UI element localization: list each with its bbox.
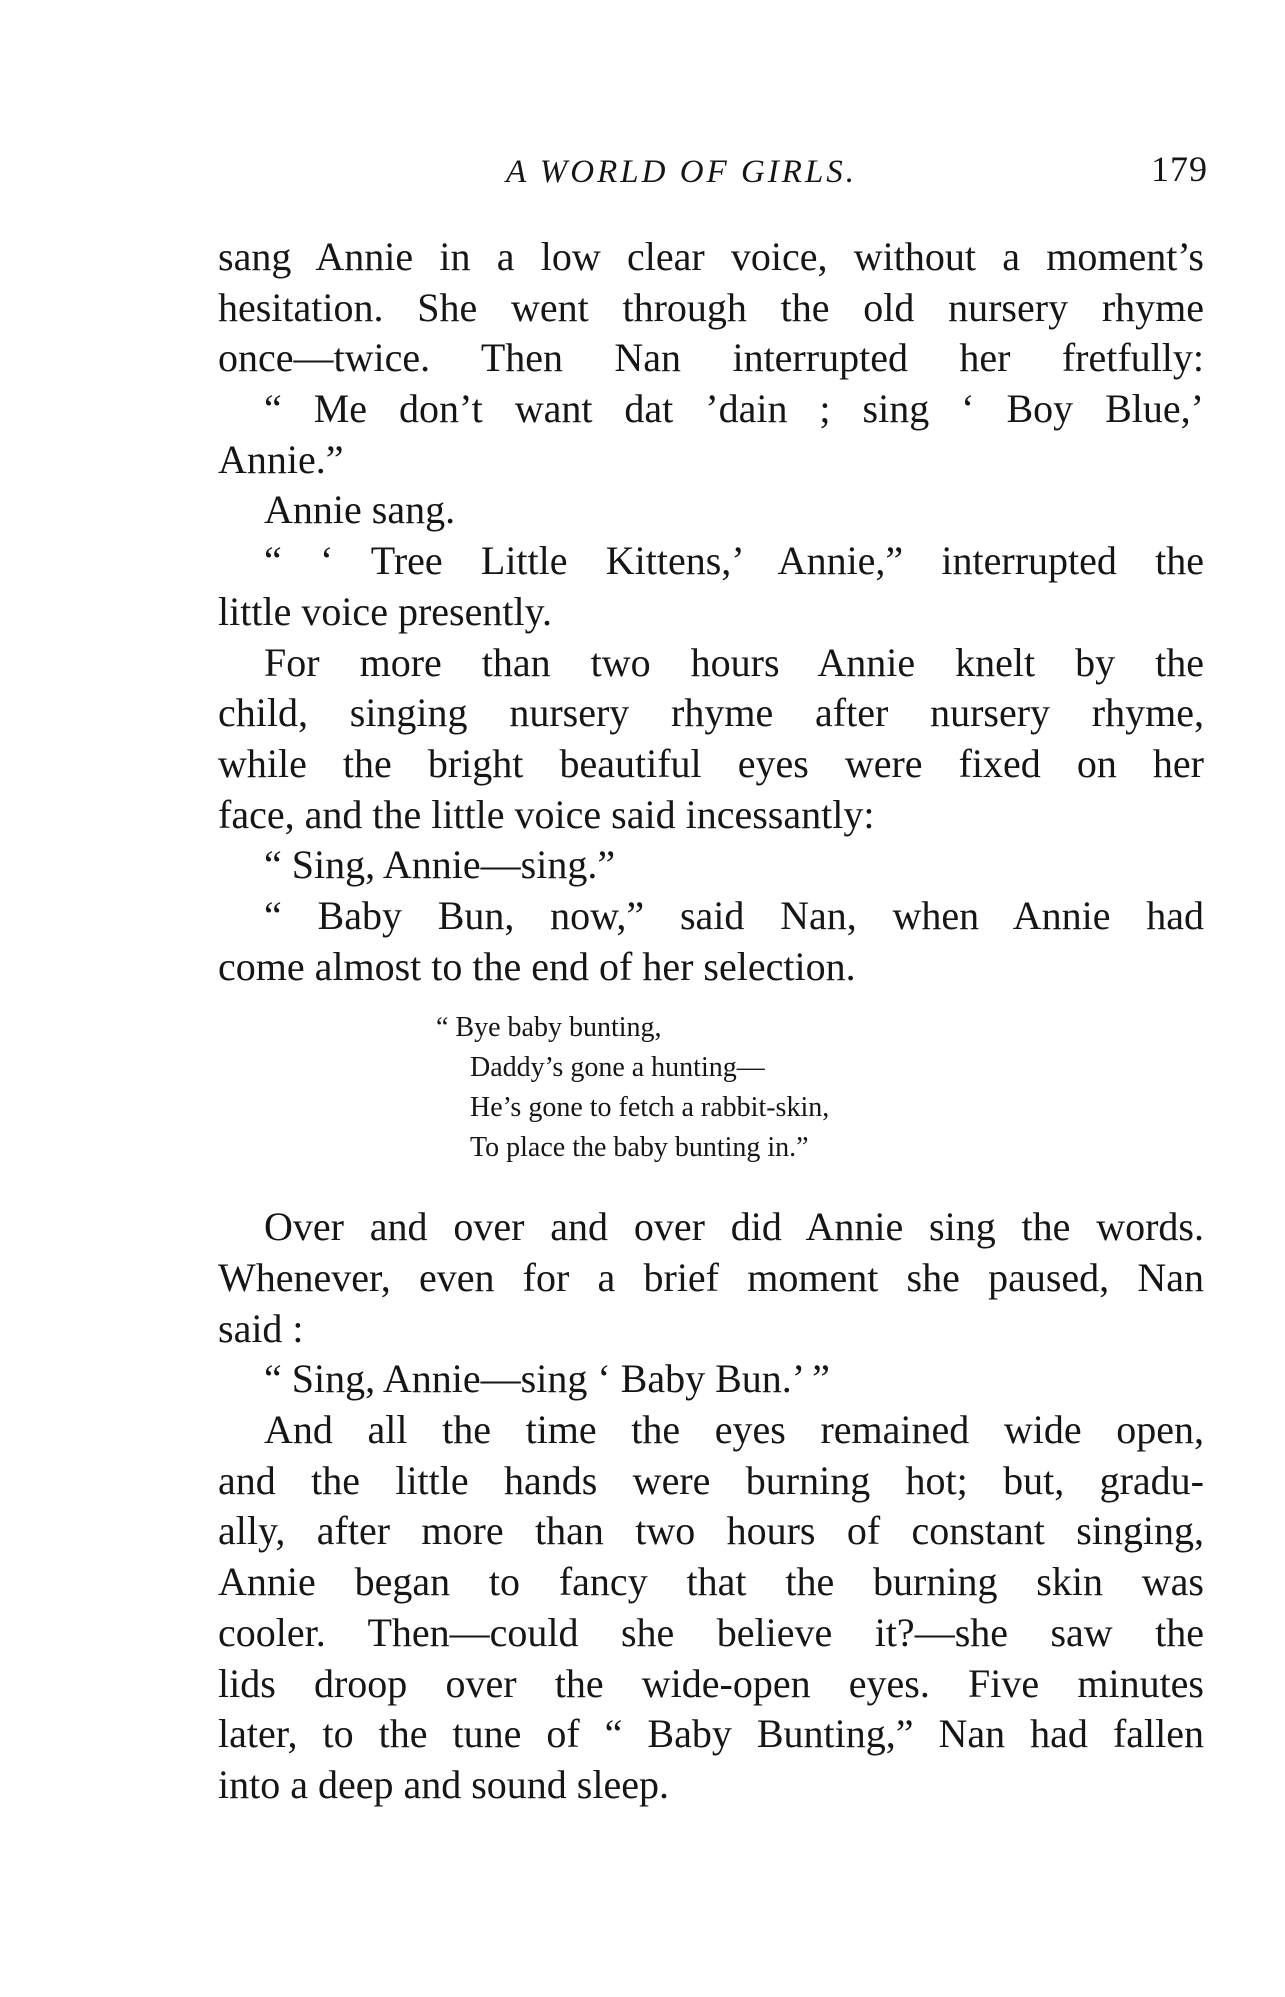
- verse-block: [218, 1008, 1204, 1168]
- text-line: into a deep and sound sleep.: [218, 1761, 669, 1807]
- body-text: [218, 232, 1204, 1811]
- text-line: For more than two hours Annie knelt by the: [264, 639, 1204, 685]
- text-line: Annie sang.: [264, 487, 456, 533]
- page-number: 179: [1151, 149, 1208, 189]
- running-title: A WORLD OF GIRLS.: [506, 154, 858, 190]
- text-line: “ Sing, Annie—sing ‘ Baby Bun.’ ”: [264, 1356, 830, 1402]
- text-line: little voice presently.: [218, 588, 552, 634]
- text-line: Annie.”: [218, 436, 344, 482]
- text-line: hesitation. She went through the old nursery rhyme: [218, 284, 1204, 330]
- text-line: once—twice. Then Nan interrupted her fretfully:: [218, 335, 1204, 381]
- text-line: and the little hands were burning hot; but, gradu-: [218, 1457, 1204, 1503]
- text-line: And all the time the eyes remained wide open,: [264, 1407, 1204, 1453]
- verse-line: He’s gone to fetch a rabbit-skin,: [470, 1092, 830, 1124]
- text-line: while the bright beautiful eyes were fixed on her: [218, 740, 1204, 786]
- text-line: face, and the little voice said incessantly:: [218, 791, 875, 837]
- verse-line: To place the baby bunting in.”: [470, 1132, 809, 1164]
- text-line: ally, after more than two hours of constant singing,: [218, 1508, 1204, 1554]
- verse-line: “ Bye baby bunting,: [436, 1012, 662, 1044]
- text-line: Over and over and over did Annie sing the words.: [264, 1204, 1204, 1250]
- text-line: “ Me don’t want dat ’dain ; sing ‘ Boy Blue,’: [264, 386, 1204, 432]
- text-line: later, to the tune of “ Baby Bunting,” Nan had fallen: [218, 1711, 1204, 1757]
- text-line: lids droop over the wide-open eyes. Five minutes: [218, 1660, 1204, 1706]
- verse-line: Daddy’s gone a hunting—: [470, 1052, 765, 1084]
- text-line: Whenever, even for a brief moment she paused, Nan: [218, 1255, 1204, 1300]
- spacer: [218, 1188, 1204, 1202]
- text-line: cooler. Then—could she believe it?—she saw the: [218, 1609, 1204, 1655]
- text-line: “ Baby Bun, now,” said Nan, when Annie had: [264, 892, 1204, 938]
- text-line: said :: [218, 1305, 304, 1351]
- text-line: “ Sing, Annie—sing.”: [264, 842, 616, 888]
- text-line: “ ‘ Tree Little Kittens,’ Annie,” interrupted the: [264, 538, 1204, 584]
- text-line: Annie began to fancy that the burning skin was: [218, 1559, 1204, 1605]
- text-line: sang Annie in a low clear voice, without a moment’s: [218, 234, 1204, 279]
- page-header: [216, 148, 1208, 198]
- text-line: come almost to the end of her selection.: [218, 943, 856, 989]
- text-line: child, singing nursery rhyme after nursery rhyme,: [218, 690, 1204, 736]
